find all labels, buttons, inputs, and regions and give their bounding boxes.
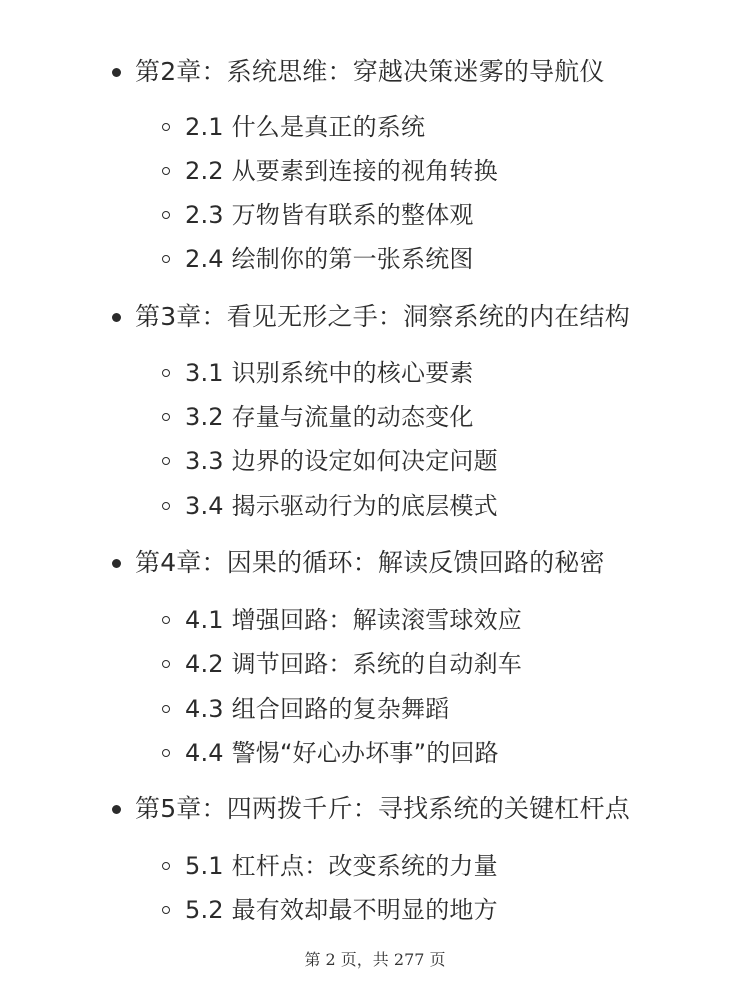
- section-item: [162, 107, 425, 147]
- bullet-disc-icon: [112, 68, 121, 77]
- section-title: 2.4 绘制你的第一张系统图: [185, 245, 474, 273]
- section-item: [162, 600, 522, 640]
- section-item: [162, 689, 449, 729]
- bullet-circle-icon: [162, 749, 170, 757]
- section-item: [162, 195, 474, 235]
- bullet-circle-icon: [162, 211, 170, 219]
- section-item: [162, 846, 498, 886]
- section-title: 5.1 杠杆点：改变系统的力量: [185, 852, 498, 880]
- section-item: [162, 353, 474, 393]
- bullet-circle-icon: [162, 705, 170, 713]
- chapter-item: [112, 789, 630, 829]
- bullet-disc-icon: [112, 313, 121, 322]
- bullet-circle-icon: [162, 862, 170, 870]
- section-title: 4.3 组合回路的复杂舞蹈: [185, 695, 450, 723]
- bullet-circle-icon: [162, 255, 170, 263]
- section-title: 5.2 最有效却最不明显的地方: [185, 896, 498, 924]
- section-title: 3.4 揭示驱动行为的底层模式: [185, 492, 498, 520]
- chapter-title: 第5章：四两拨千斤：寻找系统的关键杠杆点: [135, 794, 630, 823]
- section-title: 2.3 万物皆有联系的整体观: [185, 201, 474, 229]
- bullet-disc-icon: [112, 559, 121, 568]
- section-title: 4.1 增强回路：解读滚雪球效应: [185, 606, 522, 634]
- section-item: [162, 239, 474, 279]
- section-item: [162, 441, 498, 481]
- bullet-circle-icon: [162, 616, 170, 624]
- chapter-title: 第2章：系统思维：穿越决策迷雾的导航仪: [135, 57, 605, 86]
- chapter-item: [112, 297, 630, 337]
- section-item: [162, 890, 498, 930]
- section-title: 3.3 边界的设定如何决定问题: [185, 447, 498, 475]
- bullet-circle-icon: [162, 906, 170, 914]
- chapter-title: 第3章：看见无形之手：洞察系统的内在结构: [135, 302, 630, 331]
- section-item: [162, 397, 474, 437]
- section-item: [162, 733, 499, 773]
- chapter-item: [112, 543, 605, 583]
- section-item: [162, 644, 522, 684]
- section-title: 2.1 什么是真正的系统: [185, 113, 426, 141]
- chapter-title: 第4章：因果的循环：解读反馈回路的秘密: [135, 548, 605, 577]
- bullet-circle-icon: [162, 660, 170, 668]
- section-item: [162, 486, 498, 526]
- bullet-circle-icon: [162, 413, 170, 421]
- bullet-circle-icon: [162, 167, 170, 175]
- bullet-circle-icon: [162, 457, 170, 465]
- bullet-circle-icon: [162, 123, 170, 131]
- section-title: 3.1 识别系统中的核心要素: [185, 359, 474, 387]
- bullet-circle-icon: [162, 369, 170, 377]
- section-title: 3.2 存量与流量的动态变化: [185, 403, 474, 431]
- bullet-circle-icon: [162, 502, 170, 510]
- page-number-footer: 第 2 页，共 277 页: [304, 950, 446, 969]
- chapter-item: [112, 52, 605, 92]
- section-title: 4.2 调节回路：系统的自动刹车: [185, 650, 522, 678]
- section-item: [162, 151, 498, 191]
- section-title: 2.2 从要素到连接的视角转换: [185, 157, 498, 185]
- bullet-disc-icon: [112, 805, 121, 814]
- section-title: 4.4 警惕“好心办坏事”的回路: [185, 739, 499, 767]
